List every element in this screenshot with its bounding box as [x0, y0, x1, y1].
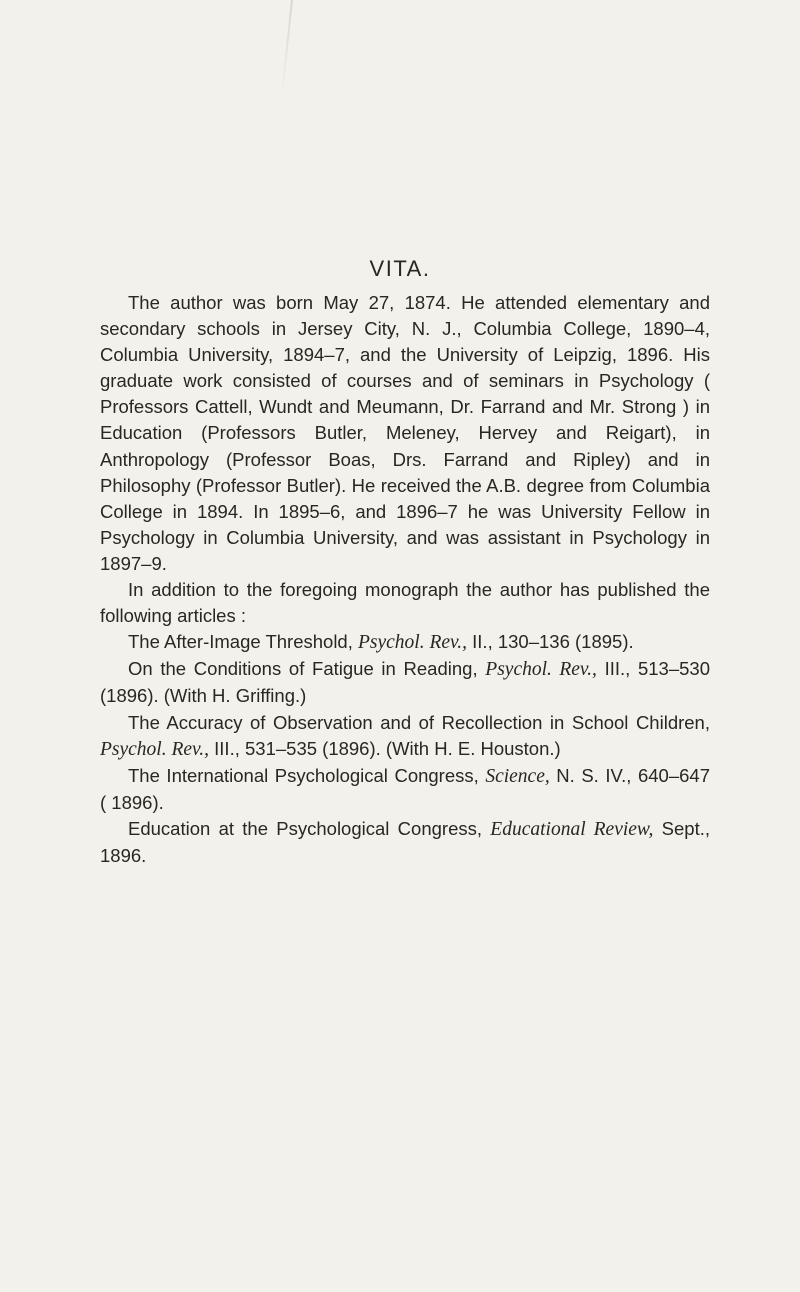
article-journal: Psychol. Rev.,	[485, 659, 597, 681]
article-entry	[100, 656, 710, 709]
article-journal: Educational Review,	[490, 818, 654, 840]
page-crease	[281, 0, 293, 95]
article-journal: Psychol. Rev.,	[358, 632, 468, 654]
article-details: III., 531–535 (1896). (With H. E. Houston.)	[214, 737, 561, 759]
article-entry	[100, 816, 710, 869]
article-title: The After-Image Threshold,	[128, 631, 353, 653]
article-title: Education at the Psychological Congress,	[128, 817, 482, 839]
article-details: II., 130–136 (1895).	[472, 631, 634, 653]
article-entry	[100, 629, 710, 656]
article-details: Sept., 1896.	[100, 817, 711, 866]
article-details: N. S. IV., 640–647 ( 1896).	[100, 764, 710, 813]
article-details: III., 513–530 (1896). (With H. Griffing.)	[100, 658, 710, 707]
article-journal: Science,	[485, 765, 550, 787]
vita-body	[100, 290, 710, 869]
article-entry	[100, 763, 710, 816]
article-title: The International Psychological Congress,	[128, 764, 479, 786]
page-title: VITA.	[369, 256, 431, 281]
article-entry	[100, 710, 710, 763]
addition-paragraph: In addition to the foregoing monograph the author has published the following articles :	[100, 579, 710, 627]
article-journal: Psychol. Rev.,	[100, 738, 210, 760]
article-title: The Accuracy of Observation and of Recollection in School Children,	[128, 711, 710, 733]
intro-paragraph: The author was born May 27, 1874. He attended elementary and secondary schools in Jersey City, N. J., Columbia College, 1890–4, Columbia University, 1894–7, and the University of Leipzig, 1896. His graduate work consisted of courses and of seminars in Psychology ( Professors Cattell, Wundt and Meumann, Dr. Farrand and Mr. Strong ) in Education (Professors Butler, Meleney, Hervey and Reigart), in Anthropology (Professor Boas, Drs. Farrand and Ripley) and in Philosophy (Professor Butler). He received the A.B. degree from Columbia College in 1894. In 1895–6, and 1896–7 he was University Fellow in Psychology in Columbia University, and was assistant in Psychology in 1897–9.	[100, 292, 710, 574]
article-title: On the Conditions of Fatigue in Reading,	[128, 658, 478, 680]
